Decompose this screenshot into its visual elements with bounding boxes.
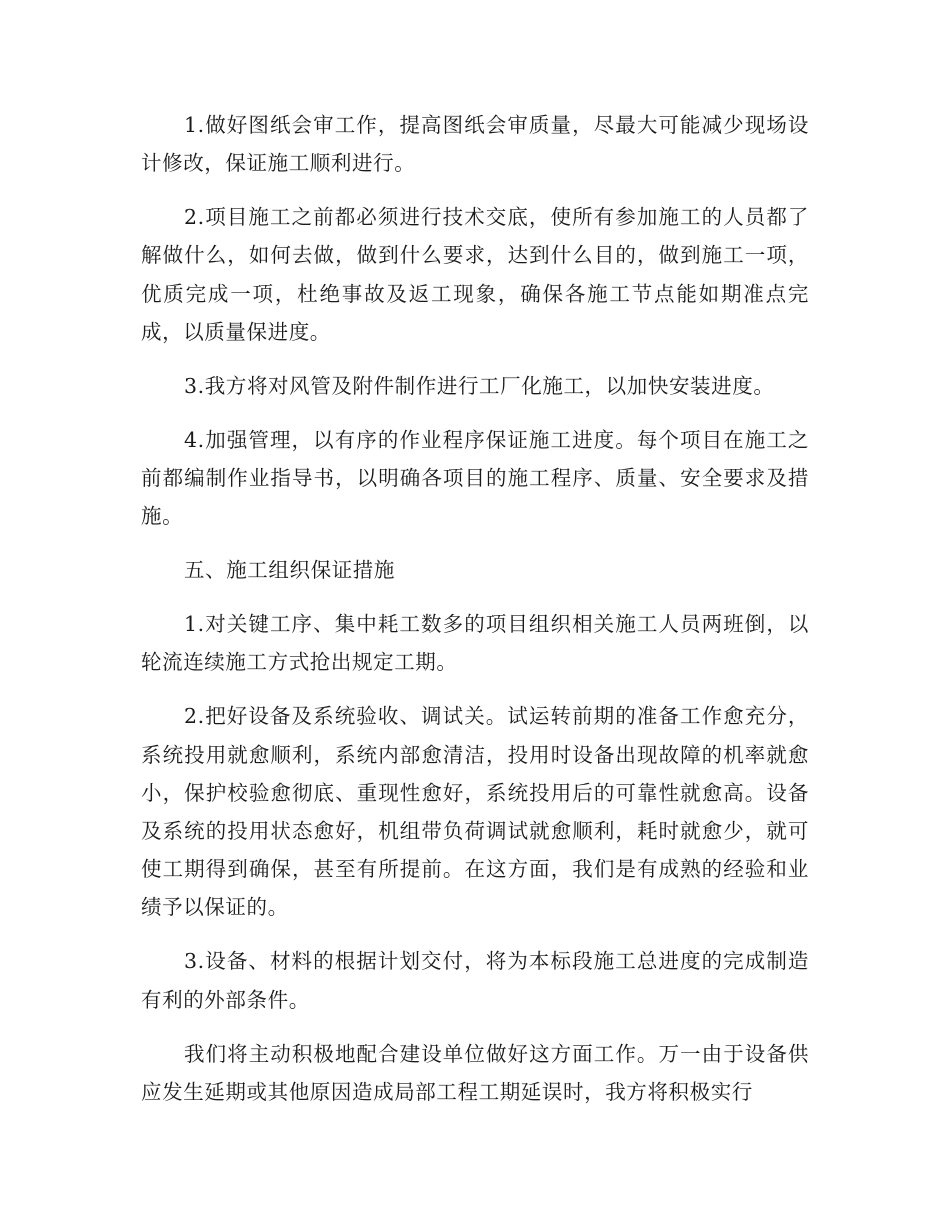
paragraph-commissioning: 2.把好设备及系统验收、调试关。试运转前期的准备工作愈充分，系统投用就愈顺利，系统内部愈清洁，投用时设备出现故障的机率就愈小，保护校验愈彻底、重现性愈好，系统投用后的可靠性就愈高。设备及系统的投用状态愈好，机组带负荷调试就愈顺利，耗时就愈少，就可使工期得到确保，甚至有所提前。在这方面，我们是有成熟的经验和业绩予以保证的。 [141,704,809,920]
document-body [141,106,809,1127]
paragraph-drawing-review: 1.做好图纸会审工作，提高图纸会审质量，尽最大可能减少现场设计修改，保证施工顺利进行。 [141,113,809,176]
section-heading: 五、施工组织保证措施 [184,558,395,583]
paragraph-technical-briefing: 2.项目施工之前都必须进行技术交底，使所有参加施工的人员都了解做什么，如何去做，做到什么要求，达到什么目的，做到施工一项，优质完成一项，杜绝事故及返工现象，确保各施工节点能如期准点完成，以质量保进度。 [141,205,809,344]
paragraph-management: 4.加强管理，以有序的作业程序保证施工进度。每个项目在施工之前都编制作业指导书，以明确各项目的施工程序、质量、安全要求及措施。 [141,427,809,529]
paragraph-two-shifts: 1.对关键工序、集中耗工数多的项目组织相关施工人员两班倒，以轮流连续施工方式抢出规定工期。 [141,612,809,675]
paragraph-cooperation: 我们将主动积极地配合建设单位做好这方面工作。万一由于设备供应发生延期或其他原因造成局部工程工期延误时，我方将积极实行 [141,1041,809,1104]
paragraph-material-delivery: 3.设备、材料的根据计划交付，将为本标段施工总进度的完成制造有利的外部条件。 [141,949,809,1012]
paragraph-factory-fabrication: 3.我方将对风管及附件制作进行工厂化施工，以加快安装进度。 [184,373,775,398]
